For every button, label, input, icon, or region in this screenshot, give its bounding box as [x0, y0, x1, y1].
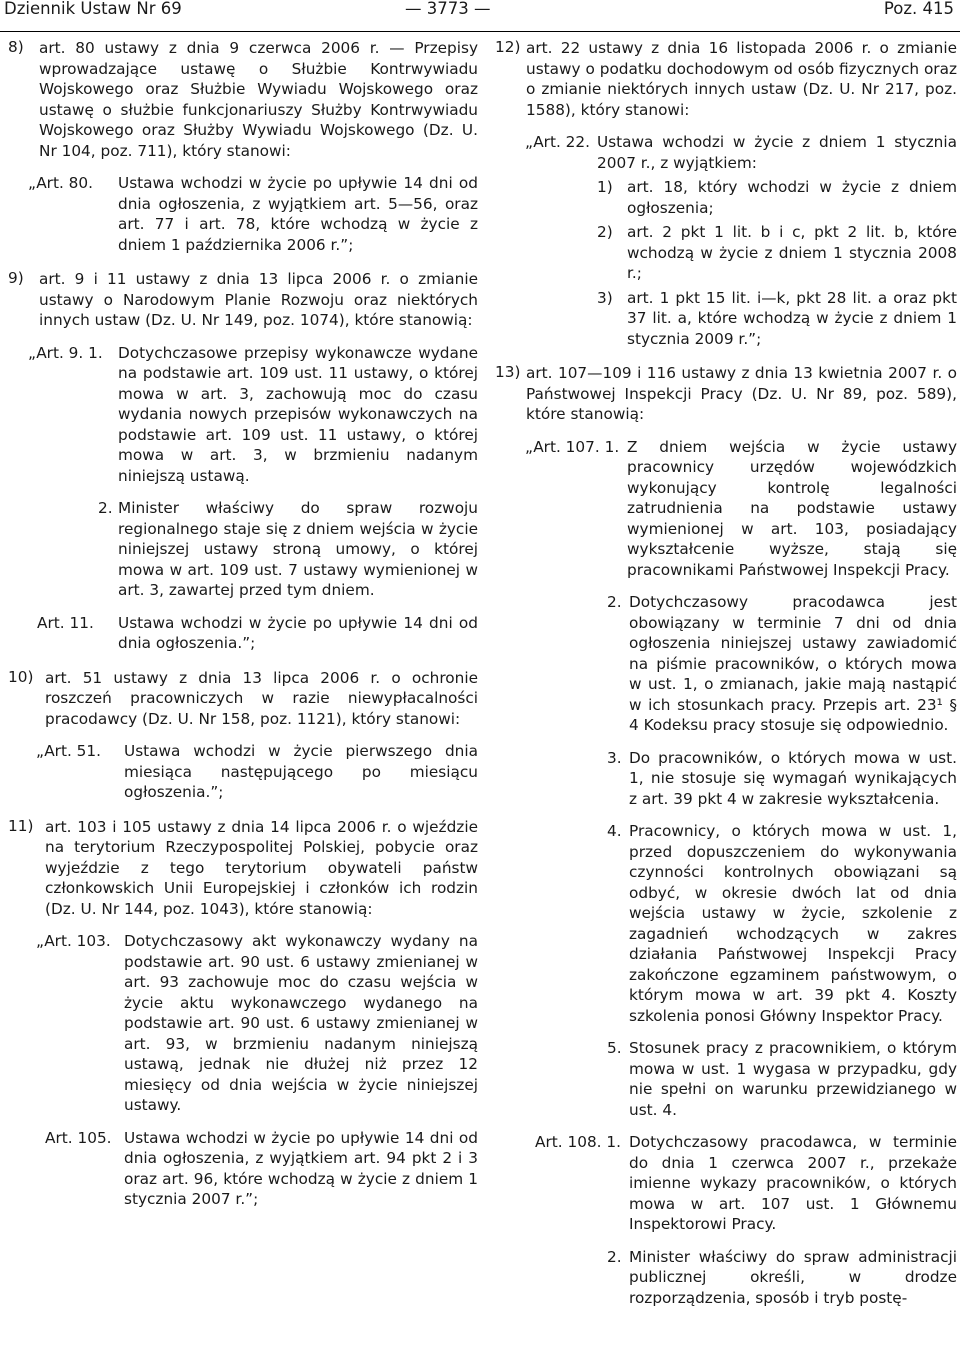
- position-number: Poz. 415: [883, 0, 954, 18]
- list-item-13: [495, 363, 957, 1308]
- article-label: Art. 108. 1.: [535, 1133, 621, 1151]
- point-number: 3): [597, 288, 613, 307]
- paragraph-number: 2.: [98, 499, 113, 517]
- list-item-8: [8, 38, 478, 255]
- article-label: Art. 105.: [45, 1128, 112, 1147]
- article-text: Ustawa wchodzi w życie po upływie 14 dni od dnia ogłoszenia, z wyjątkiem art. 5—56, oraz art. 77 i art. 78, które wchodzą w życie z dniem 1 października 2006 r.”;: [118, 174, 478, 254]
- page-header: [0, 0, 960, 30]
- article-paragraph: [98, 498, 478, 601]
- article-label: „Art. 51.: [36, 742, 102, 760]
- article-label: „Art. 9. 1.: [28, 343, 103, 362]
- item-number: 12): [495, 38, 521, 56]
- left-column: [8, 38, 478, 1224]
- article-label: „Art. 107. 1.: [525, 437, 620, 456]
- paragraph-text: Minister właściwy do spraw administracji publicznej określi, w drodze rozporządzenia, sposób i tryb postę-: [629, 1247, 957, 1307]
- header-rule: [0, 31, 960, 32]
- points-list: [597, 177, 957, 349]
- paragraph-text: Stosunek pracy z pracownikiem, o którym mowa w ust. 1 wygasa w przypadku, gdy nie spełni on warunku przewidzianego w ust. 4.: [629, 1039, 957, 1119]
- item-number: 11): [8, 816, 34, 835]
- quoted-article: [28, 343, 478, 487]
- quoted-article: [525, 437, 957, 581]
- paragraph-number: 3.: [607, 748, 622, 767]
- article-text: Dotychczasowe przepisy wykonawcze wydane na podstawie art. 109 ust. 11 ustawy, o której mowa w art. 3, zachowują moc do czasu wydania nowych przepisów wykonawczych na podstawie art. 109 ust. 11 ustawy, o której mowa w art. 3, w brzmieniu nadanym niniejszą ustawą.: [118, 343, 478, 485]
- article-text: Z dniem wejścia w życie ustawy pracownicy urzędów wojewódzkich wykonujący kontrolę legalności zatrudnienia na podstawie ustawy wymienionej w art. 103, posiadający wykształcenie wyższe, stają się pracownikami Państwowej Inspekcji Pracy.: [627, 437, 957, 579]
- quoted-article: [36, 931, 478, 1116]
- paragraph-2: [607, 1247, 957, 1309]
- paragraph-text: Dotychczasowy pracodawca jest obowiązany w terminie 7 dni od dnia ogłoszenia niniejszej ustawy zawiadomić na piśmie pracowników, o których mowa w ust. 1, o zmianach, jakie mają nastąpić w ich stosunkach pracy. Przepis art. 23¹ § 4 Kodeksu pracy stosuje się odpowiednio.: [629, 593, 957, 734]
- item-text: art. 51 ustawy z dnia 13 lipca 2006 r. o ochronie roszczeń pracowniczych w razie niewypłacalności pracodawcy (Dz. U. Nr 158, poz. 1121), który stanowi:: [45, 668, 478, 728]
- item-text: art. 103 i 105 ustawy z dnia 14 lipca 2006 r. o wjeździe na terytorium Rzeczypospolitej Polskiej, pobycie oraz wyjeździe z tego terytorium obywateli państw członkowskich Unii Europejskiej i członków ich rodzin (Dz. U. Nr 144, poz. 1043), które stanowią:: [45, 817, 478, 918]
- quoted-article: [535, 1132, 957, 1235]
- item-text: art. 9 i 11 ustawy z dnia 13 lipca 2006 r. o zmianie ustawy o Narodowym Planie Rozwoju oraz niektórych innych ustaw (Dz. U. Nr 149, poz. 1074), które stanowią:: [39, 270, 478, 329]
- paragraph-5: [607, 1038, 957, 1120]
- item-number: 13): [495, 363, 521, 381]
- article-text: Ustawa wchodzi w życie po upływie 14 dni od dnia ogłoszenia, z wyjątkiem art. 94 pkt 2 i 3 oraz art. 96, które wchodzą w życie z dniem 1 stycznia 2007 r.”;: [124, 1128, 478, 1208]
- article-text: Dotychczasowy pracodawca, w terminie do dnia 1 czerwca 2007 r., przekaże imienne wykazy pracowników, o których mowa w art. 107 ust. 1 Głównemu Inspektorowi Pracy.: [629, 1133, 957, 1233]
- point-number: 2): [597, 223, 613, 241]
- point-text: art. 2 pkt 1 lit. b i c, pkt 2 lit. b, które wchodzą w życie z dniem 1 stycznia 2008 r.;: [627, 223, 957, 282]
- item-text: art. 80 ustawy z dnia 9 czerwca 2006 r. — Przepisy wprowadzające ustawę o Służbie Kontrwywiadu Wojskowego oraz Służbie Wywiadu Wojskowego oraz ustawę o służbie funkcjonariuszy Służby Kontrwywiadu Wojskowego oraz Służby Wywiadu Wojskowego (Dz. U. Nr 104, poz. 711), który stanowi:: [39, 39, 478, 160]
- item-number: 9): [8, 269, 24, 287]
- paragraph-number: 2.: [607, 593, 622, 611]
- paragraph-text: Minister właściwy do spraw rozwoju regionalnego staje się z dniem wejścia w życie niniejszej ustawy stroną umowy, o której mowa w art. 109 ust. 7 ustawy wymienionej w art. 3, zawartej przed tym dniem.: [118, 499, 478, 599]
- paragraph-text: Do pracowników, o których mowa w ust. 1, nie stosuje się wymagań wynikających z art. 39 pkt 4 w zakresie wykształcenia.: [629, 748, 957, 808]
- article-label: „Art. 22.: [525, 133, 591, 151]
- point-2: [597, 222, 957, 284]
- paragraph-number: 2.: [607, 1247, 622, 1266]
- quoted-article: [36, 1128, 478, 1210]
- article-text: Dotychczasowy akt wykonawczy wydany na podstawie art. 90 ust. 6 ustawy zmienianej w art. 93 zachowuje moc do czasu wejścia w życie aktu wykonawczego wydanego na podstawie art. 90 ust. 6 ustawy zmienianej w art. 93, w brzmieniu nadanym niniejszą ustawą, jednak nie dłużej niż przez 12 miesięcy od dnia wejścia w życie niniejszej ustawy.: [124, 932, 478, 1114]
- point-text: art. 1 pkt 15 lit. i—k, pkt 28 lit. a oraz pkt 37 lit. a, które wchodzą w życie z dniem 1 stycznia 2009 r.”;: [627, 288, 957, 348]
- article-text: Ustawa wchodzi w życie pierwszego dnia miesiąca następującego po miesiącu ogłoszenia.”;: [124, 742, 478, 801]
- point-3: [597, 288, 957, 350]
- paragraph-number: 4.: [607, 822, 622, 840]
- list-item-10: [8, 668, 478, 803]
- article-text: Ustawa wchodzi w życie po upływie 14 dni od dnia ogłoszenia.”;: [118, 613, 478, 652]
- article-label: „Art. 80.: [28, 174, 94, 192]
- quoted-article: [28, 613, 478, 654]
- quoted-article: [525, 132, 957, 173]
- article-text: Ustawa wchodzi w życie z dniem 1 stycznia 2007 r., z wyjątkiem:: [597, 133, 957, 172]
- paragraph-2: [607, 592, 957, 736]
- item-text: art. 22 ustawy z dnia 16 listopada 2006 r. o zmianie ustawy o podatku dochodowym od osób fizycznych oraz o zmianie niektórych innych ustaw (Dz. U. Nr 217, poz. 1588), który stanowi:: [526, 39, 957, 119]
- point-text: art. 18, który wchodzi w życie z dniem ogłoszenia;: [627, 178, 957, 217]
- paragraph-text: Pracownicy, o których mowa w ust. 1, przed dopuszczeniem do wykonywania czynności kontrolnych obowiązani są odbyć, w okresie dwóch lat od dnia wejścia ustawy w życie, szkolenie z zagadnień wchodzących w zakres działania Państwowej Inspekcji Pracy zakończone egzaminem państwowym, o którym mowa w art. 39 pkt 4. Koszty szkolenia ponosi Główny Inspektor Pracy.: [629, 822, 957, 1025]
- article-label: „Art. 103.: [36, 932, 111, 950]
- paragraph-4: [607, 821, 957, 1026]
- list-item-12: [495, 38, 957, 349]
- quoted-article: [36, 741, 478, 803]
- article-paragraphs: [607, 592, 957, 1120]
- item-number: 10): [8, 667, 34, 686]
- journal-title: Dziennik Ustaw Nr 69: [4, 0, 182, 18]
- paragraph-3: [607, 748, 957, 810]
- list-item-11: [8, 817, 478, 1210]
- page-number: — 3773 —: [405, 0, 491, 18]
- article-label: Art. 11.: [37, 613, 94, 632]
- item-text: art. 107—109 i 116 ustawy z dnia 13 kwietnia 2007 r. o Państwowej Inspekcji Pracy (Dz. U. Nr 89, poz. 589), które stanowią:: [526, 364, 957, 423]
- list-item-9: [8, 269, 478, 654]
- paragraph-number: 5.: [607, 1039, 622, 1057]
- quoted-article: [28, 173, 478, 255]
- point-number: 1): [597, 178, 613, 196]
- item-number: 8): [8, 38, 24, 56]
- right-column: [495, 38, 957, 1322]
- point-1: [597, 177, 957, 218]
